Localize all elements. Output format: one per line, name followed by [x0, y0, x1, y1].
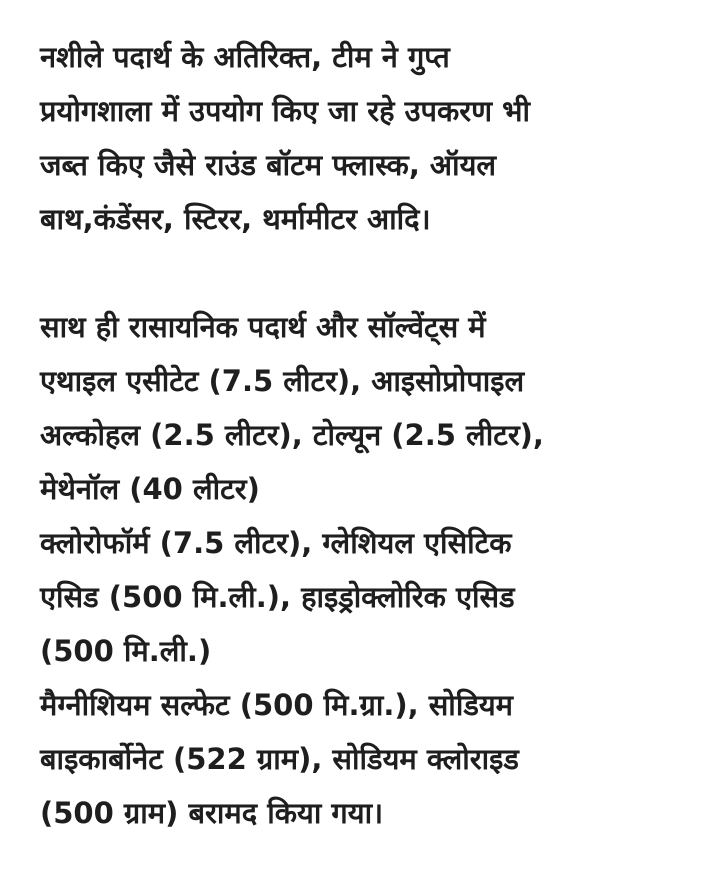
text-line: क्लोरोफॉर्म (7.5 लीटर), ग्लेशियल एसिटिक: [40, 526, 512, 560]
text-line: बाथ,कंडेंसर, स्टिरर, थर्मामीटर आदि।: [40, 202, 431, 236]
text-line: मेथेनॉल (40 लीटर): [40, 472, 260, 506]
text-line: (500 ग्राम) बरामद किया गया।: [40, 796, 384, 830]
article-body: [40, 30, 690, 840]
text-line: साथ ही रासायनिक पदार्थ और सॉल्वेंट्स में: [40, 310, 486, 344]
text-line: जब्त किए जैसे राउंड बॉटम फ्लास्क, ऑयल: [40, 148, 497, 182]
text-line: (500 मि.ली.): [40, 634, 212, 668]
paragraph-chemicals-recovered: [40, 300, 690, 840]
text-line: एसिड (500 मि.ली.), हाइड्रोक्लोरिक एसिड: [40, 580, 515, 614]
text-line: प्रयोगशाला में उपयोग किए जा रहे उपकरण भी: [40, 94, 531, 128]
paragraph-lab-equipment: [40, 30, 690, 246]
text-line: नशीले पदार्थ के अतिरिक्त, टीम ने गुप्त: [40, 40, 450, 74]
paragraph-spacer: [40, 246, 690, 300]
text-line: बाइकार्बोनेट (522 ग्राम), सोडियम क्लोराइड: [40, 742, 519, 776]
text-line: एथाइल एसीटेट (7.5 लीटर), आइसोप्रोपाइल: [40, 364, 525, 398]
text-line: अल्कोहल (2.5 लीटर), टोल्यून (2.5 लीटर),: [40, 418, 544, 452]
text-line: मैग्नीशियम सल्फेट (500 मि.ग्रा.), सोडियम: [40, 688, 514, 722]
